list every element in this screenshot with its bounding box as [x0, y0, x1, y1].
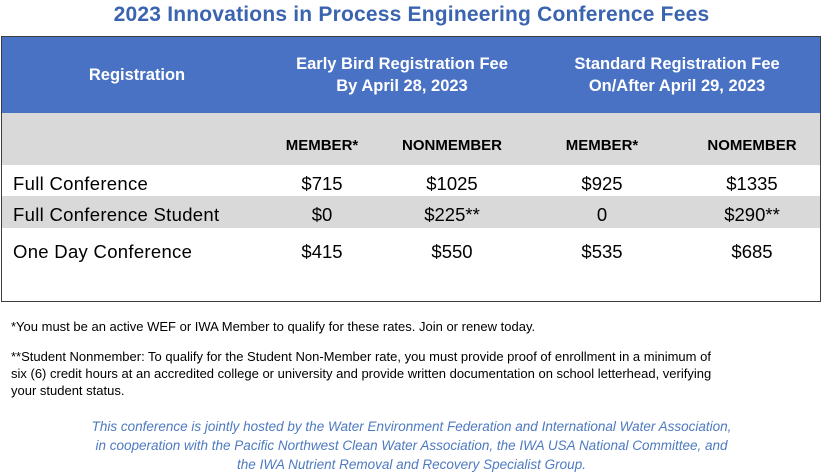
row-label: One Day Conference [13, 241, 193, 262]
row-label: Full Conference Student [13, 204, 220, 225]
row-value: $535 [581, 241, 623, 262]
early-bird-date: By April 28, 2023 [336, 77, 468, 95]
member-note: *You must be an active WEF or IWA Member to qualify for these rates. Join or renew today. [11, 319, 536, 334]
row-value: $415 [301, 241, 343, 262]
row-value: $225** [424, 204, 480, 225]
table-row [2, 165, 820, 196]
hosts-note [14, 417, 809, 474]
row-value: $0 [311, 204, 333, 225]
row-value: $1335 [726, 173, 778, 194]
hosts-note-line: the IWA Nutrient Removal and Recovery Specialist Group. [237, 457, 586, 472]
subheader-early-nonmember: NONMEMBER [402, 137, 502, 154]
standard-header [542, 37, 812, 113]
subheader-standard-member: MEMBER* [565, 137, 639, 154]
hosts-note-line: This conference is jointly hosted by the Water Environment Federation and International Water Association, [91, 419, 732, 434]
row-value: $925 [581, 173, 623, 194]
student-note-line: six (6) credit hours at an accredited college or university and provide written documentation on school letterhead, verifying [11, 366, 712, 381]
student-note-line: your student status. [11, 383, 125, 398]
hosts-note-line: in cooperation with the Pacific Northwest Clean Water Association, the IWA USA National Committee, and [95, 438, 728, 453]
student-note-line: **Student Nonmember: To qualify for the Student Non-Member rate, you must provide proof of enrollment in a minimum of [11, 349, 711, 364]
subheader-early-member: MEMBER* [285, 137, 359, 154]
table-row [2, 196, 820, 228]
table-row [2, 228, 820, 262]
row-value: $1025 [426, 173, 478, 194]
early-bird-title: Early Bird Registration Fee [296, 55, 508, 73]
student-note [11, 348, 816, 399]
subheader-standard-nonmember: NOMEMBER [707, 137, 797, 154]
member-subheader-row [2, 113, 820, 165]
registration-header: Registration [88, 66, 186, 84]
page-title: 2023 Innovations in Process Engineering Conference Fees [113, 3, 710, 26]
standard-date: On/After April 29, 2023 [588, 77, 766, 95]
fee-table [1, 36, 821, 302]
row-value: $685 [731, 241, 773, 262]
row-value: $550 [431, 241, 473, 262]
row-value: 0 [596, 204, 608, 225]
early-bird-header [267, 37, 537, 113]
row-label: Full Conference [13, 173, 149, 194]
table-header [2, 37, 820, 113]
row-value: $290** [724, 204, 780, 225]
standard-title: Standard Registration Fee [574, 55, 780, 73]
row-value: $715 [301, 173, 343, 194]
